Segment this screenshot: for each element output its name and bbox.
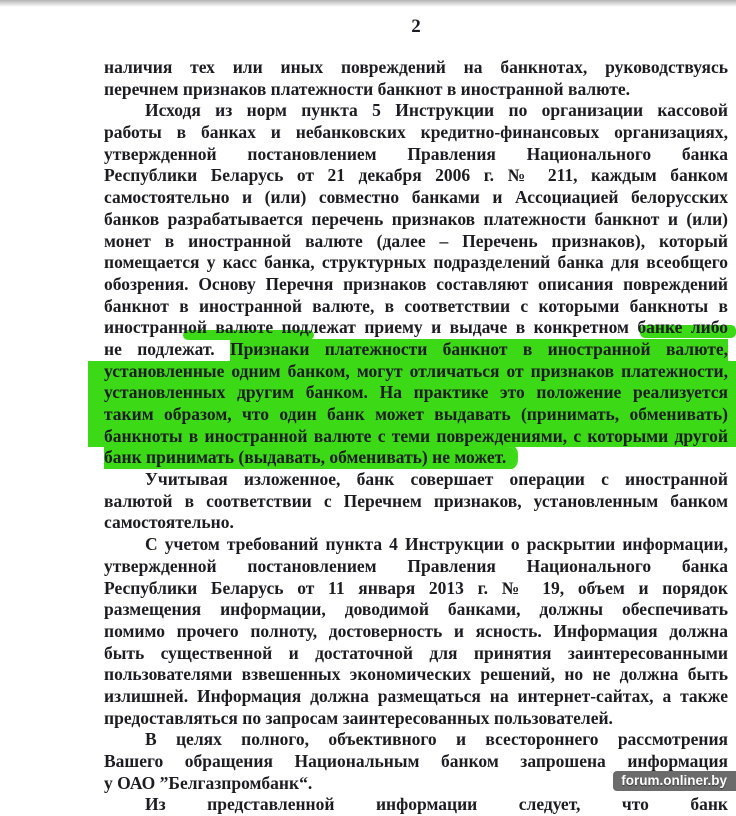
highlighted-text: банк принимать (выдавать, обменивать) не может. (104, 447, 518, 467)
text-line: банков разрабатывается перечень признаков платежности банкнот и (или) (104, 208, 728, 229)
text-line: валютой в соответствии с Перечнем признаков, установленным банком (104, 490, 728, 511)
text-line: иностранной валюте подлежат приему и выдаче в конкретном банке либо (104, 317, 728, 338)
text-line: утвержденной постановлением Правления Национального банка (104, 555, 728, 576)
text-line: работы в банках и небанковских кредитно-финансовых организациях, (104, 122, 728, 143)
text-line: банкнот в иностранной валюте, в соответствии с которыми банкноты в (104, 295, 728, 316)
text-line: утвержденной постановлением Правления Национального банка (104, 143, 728, 164)
text-line: Исходя из норм пункта 5 Инструкции по организации кассовой (145, 100, 728, 121)
document-text (104, 57, 728, 816)
text-line: В целях полного, объективного и всестороннего рассмотрения (145, 729, 728, 750)
text-line: установленные одним банком, могут отличаться от признаков платежности, (88, 361, 736, 383)
text-line: излишней. Информация должна размещаться на интернет-сайтах, а также (104, 685, 728, 706)
text: не подлежат. (104, 338, 230, 359)
text-line: у ОАО ”Белгазпромбанк“. (104, 772, 313, 793)
text-line: наличия тех или иных повреждений на банкнотах, руководствуясь (104, 57, 728, 77)
text-line: банкноты в иностранной валюте с теми повреждениями, с которыми другой (88, 426, 736, 448)
text-line: Вашего обращения Национальным банком запрошена информация (104, 751, 728, 771)
text-line: предоставляться по запросам заинтересованных пользователей. (104, 707, 613, 728)
text-line: помимо прочего полноту, достоверность и ясность. Информация должна (104, 620, 728, 641)
text-line: Республики Беларусь от 11 января 2013 г. № 19, объем и порядок (104, 577, 728, 598)
text-line: С учетом требований пункта 4 Инструкции о раскрытии информации, (145, 534, 728, 555)
text-line: самостоятельно и (или) совместно банками и Ассоциацией белорусских (104, 187, 728, 208)
text-line: перечнем признаков платежности банкнот в иностранной валюте. (104, 78, 631, 99)
text-line (104, 339, 728, 361)
text-line: установленных другим банком. На практике это положение реализуется (88, 382, 736, 404)
text-line: пользователями взвешенных экономических решений, но не должна быть (104, 664, 728, 685)
text-line: Республики Беларусь от 21 декабря 2006 г. № 211, каждым банком (104, 165, 728, 186)
text-line: Учитывая изложенное, банк совершает операции с иностранной (145, 469, 728, 490)
text-line: быть существенной и достаточной для принятия заинтересованными (104, 642, 728, 663)
text-line (104, 447, 728, 469)
text-line: таким образом, что один банк может выдавать (принимать, обменивать) (88, 404, 736, 426)
page-number: 2 (411, 16, 421, 37)
page-top-edge (0, 0, 736, 7)
text-line: монет в иностранной валюте (далее – Перечень признаков), который (104, 230, 728, 251)
text-line: Из представленной информации следует, что банк (145, 794, 728, 815)
text-line: обозрения. Основу Перечня признаков составляют описания повреждений (104, 273, 728, 294)
text-line: помещается у касс банка, структурных подразделений банка для всеобщего (104, 252, 728, 273)
highlighted-text: Признаки платежности банкнот в иностранной валюте, (230, 339, 728, 359)
text-line: размещения информации, доводимой банками, должны обеспечивать (104, 599, 728, 620)
text-line: самостоятельно. (104, 512, 234, 533)
watermark-badge: forum.onliner.by (613, 771, 736, 791)
